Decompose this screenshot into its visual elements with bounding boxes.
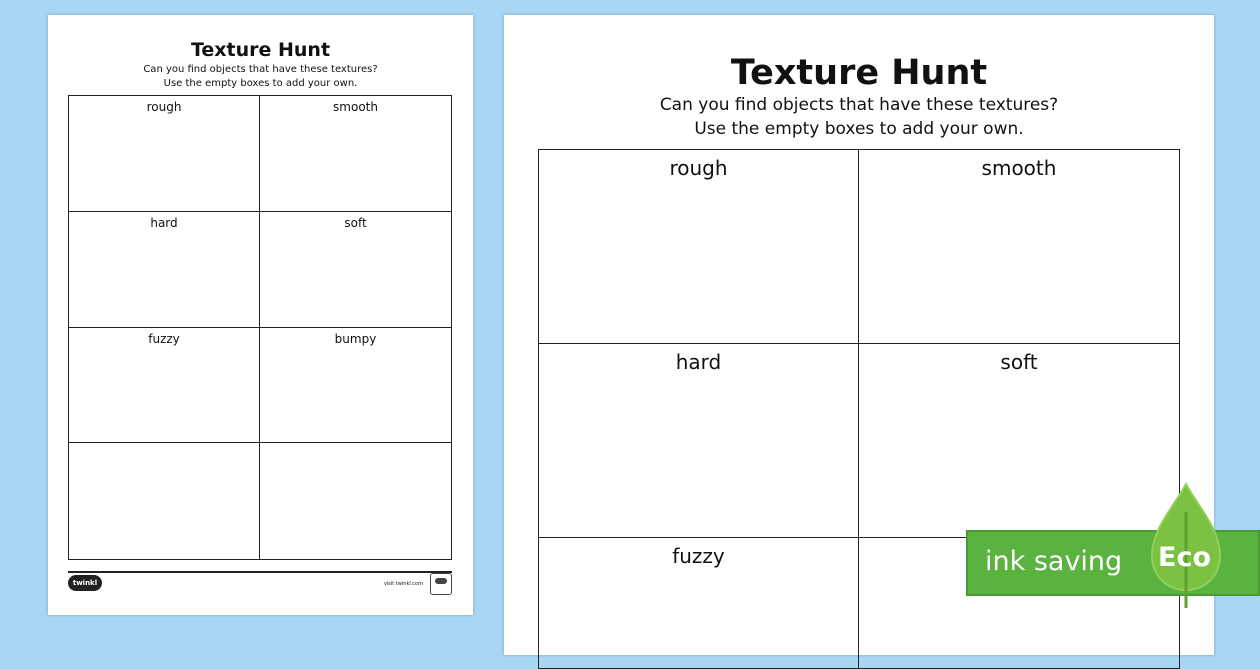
twinkl-logo: twinkl [68,575,102,591]
texture-cell-empty [69,443,260,559]
texture-cell: soft [260,212,451,328]
worksheet-title: Texture Hunt [730,53,988,93]
instruction-line-1: Can you find objects that have these textures? [659,95,1059,115]
ink-saving-text: ink saving [985,546,1123,577]
instruction-line-2: Use the empty boxes to add your own. [163,77,358,89]
worksheet-preview-small [48,15,473,615]
worksheet-title: Texture Hunt [190,39,331,61]
texture-cell-empty [260,443,451,559]
texture-grid [68,95,452,560]
texture-cell: bumpy [260,328,451,444]
texture-cell: fuzzy [69,328,260,444]
texture-cell: rough [539,150,859,344]
texture-cell: soft [859,344,1179,538]
texture-cell: hard [69,212,260,328]
texture-cell: rough [69,96,260,212]
eco-label: Eco [1158,542,1211,573]
worksheet-instructions [48,63,473,90]
checked-stamp-icon [430,573,452,595]
instruction-line-1: Can you find objects that have these textures? [143,64,378,75]
texture-cell: smooth [260,96,451,212]
texture-cell: hard [539,344,859,538]
instruction-line-2: Use the empty boxes to add your own. [694,119,1024,139]
texture-cell: fuzzy [539,538,859,668]
footer-url: visit twinkl.com [383,581,423,587]
texture-cell: smooth [859,150,1179,344]
footer-divider [68,571,452,573]
worksheet-instructions [504,93,1214,141]
